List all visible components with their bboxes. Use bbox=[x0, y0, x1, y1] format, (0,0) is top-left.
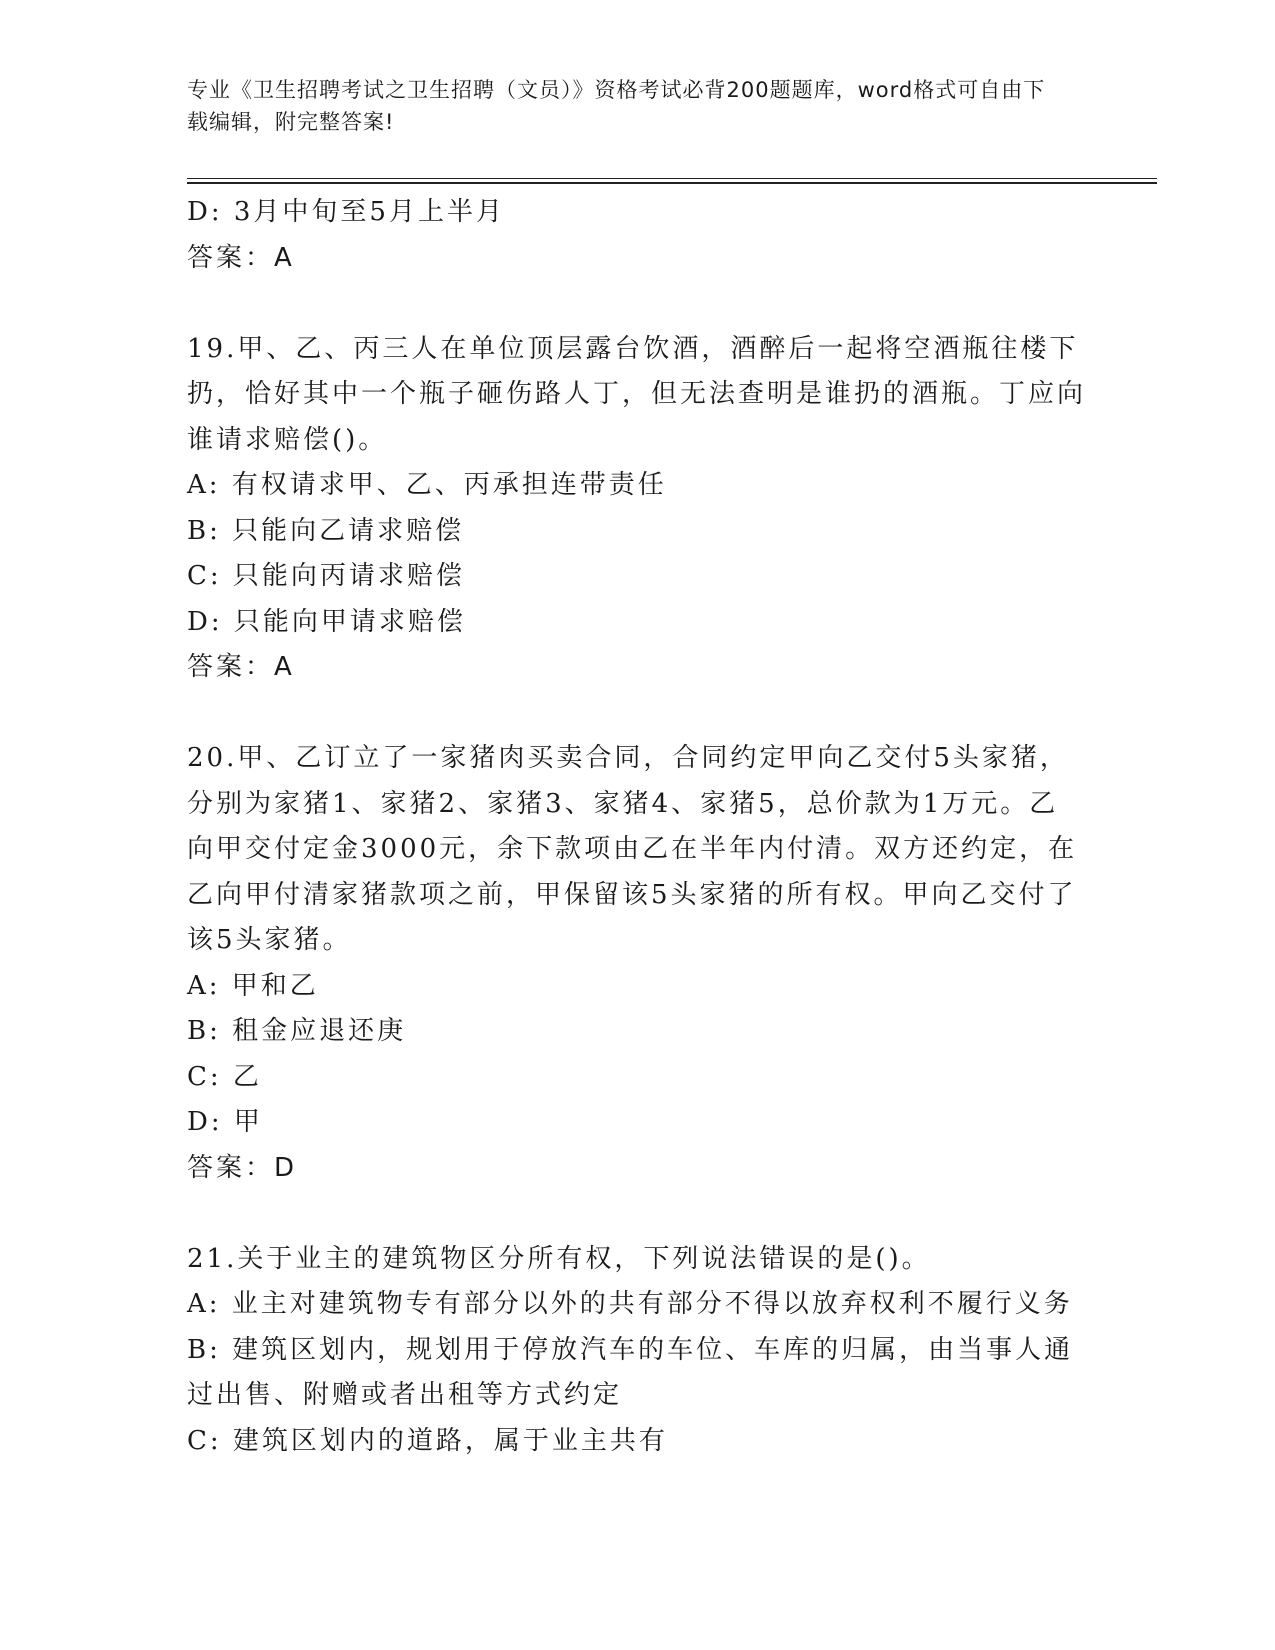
answer: 答案：D bbox=[187, 1152, 298, 1183]
document-body bbox=[187, 190, 1087, 1464]
question-20 bbox=[187, 736, 1087, 1191]
question-stem: 20.甲、乙订立了一家猪肉买卖合同，合同约定甲向乙交付5头家猪，分别为家猪1、家猪2、家猪3、家猪4、家猪5，总价款为1万元。乙向甲交付定金3000元，余下款项由乙在半年内付清。双方还约定，在乙向甲付清家猪款项之前，甲保留该5头家猪的所有权。甲向乙交付了该5头家猪。 bbox=[187, 743, 1078, 955]
option-b: B: 租金应退还庚 bbox=[187, 1016, 407, 1046]
option-c: C: 建筑区划内的道路，属于业主共有 bbox=[187, 1425, 668, 1456]
option-c: C: 乙 bbox=[187, 1061, 262, 1092]
header-divider bbox=[187, 178, 1157, 179]
header-divider-thick bbox=[187, 182, 1157, 184]
page-header bbox=[187, 74, 1067, 138]
option-a: A: 业主对建筑物专有部分以外的共有部分不得以放弃权利不履行义务 bbox=[187, 1289, 1073, 1319]
question-19 bbox=[187, 327, 1087, 691]
header-text: 专业《卫生招聘考试之卫生招聘（文员）》资格考试必背200题题库，word格式可自由下载编辑，附完整答案! bbox=[187, 78, 1046, 134]
option-d: D: 只能向甲请求赔偿 bbox=[187, 606, 466, 637]
option-a: A: 有权请求甲、乙、丙承担连带责任 bbox=[187, 470, 667, 500]
option-d: D: 3月中旬至5月上半月 bbox=[187, 197, 505, 227]
answer: 答案：A bbox=[187, 242, 295, 273]
option-d: D: 甲 bbox=[187, 1107, 263, 1137]
option-b: B: 建筑区划内，规划用于停放汽车的车位、车库的归属，由当事人通过出售、附赠或者出租等方式约定 bbox=[187, 1334, 1074, 1410]
option-c: C: 只能向丙请求赔偿 bbox=[187, 561, 465, 591]
question-stem: 21.关于业主的建筑物区分所有权，下列说法错误的是()。 bbox=[187, 1243, 931, 1274]
option-b: B: 只能向乙请求赔偿 bbox=[187, 515, 465, 546]
option-a: A: 甲和乙 bbox=[187, 970, 319, 1001]
question-21 bbox=[187, 1237, 1087, 1465]
question-stem: 19.甲、乙、丙三人在单位顶层露台饮酒，酒醉后一起将空酒瓶往楼下扔，恰好其中一个瓶子砸伤路人丁，但无法查明是谁扔的酒瓶。丁应向谁请求赔偿()。 bbox=[187, 333, 1087, 455]
answer: 答案：A bbox=[187, 652, 295, 682]
